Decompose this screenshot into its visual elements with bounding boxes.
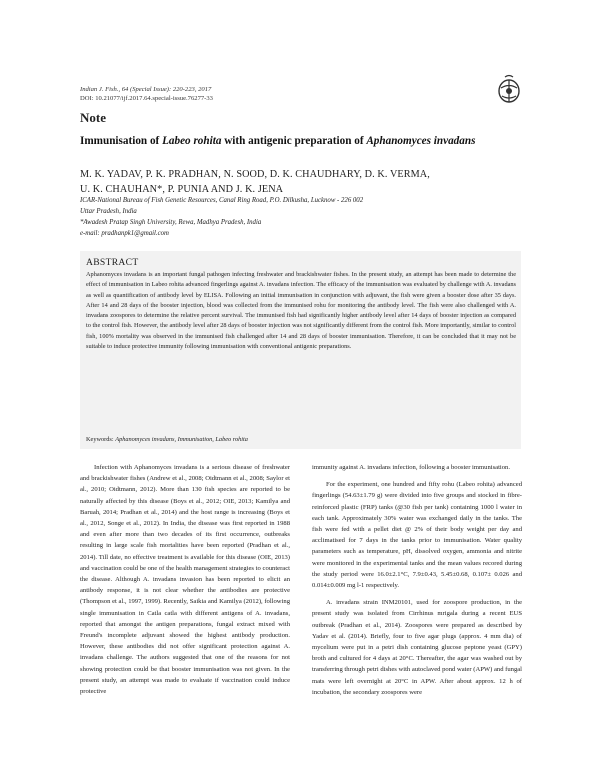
title-pre: Immunisation of (80, 135, 163, 147)
title-mid: with antigenic preparation of (221, 135, 367, 147)
paragraph: A. invadans strain INM20101, used for zoospore production, in the present study was isolated from Cirrhinus mrigala during a recent EUS outbreak (Pradhan et al., 2014). Zoospores were prepared as described by Yadav et al. (2014). Briefly, four to five agar plugs (approx. 4 mm dia) of mycelium were put in a petri dish containing glucose peptone yeast (GPY) broth and cultured for 4 days at 20°C. Thereafter, the agar was washed out by transferring through petri dishes with autoclaved pond water (APW) and fungal mats were left overnight at 20°C in APW. After about approx. 12 h of incubation, the secondary zoospores were (312, 599, 522, 696)
journal-citation: Indian J. Fish., 64 (Special Issue): 220-223, 2017 (80, 86, 212, 93)
section-label: Note (80, 110, 106, 125)
body-column-right (312, 462, 522, 698)
authors-line-2: U. K. CHAUHAN*, P. PUNIA AND J. K. JENA (80, 184, 284, 195)
body-column-left (80, 462, 290, 697)
affiliations (80, 195, 520, 239)
keywords-list: Aphanomyces invadans, Immunisation, Labeo rohita (115, 436, 248, 443)
paper-title (80, 135, 540, 147)
paragraph: immunity against A. invadans infection, following a booster immunisation. (312, 464, 510, 471)
affiliation-3: *Awadesh Pratap Singh University, Rewa, Madhya Pradesh, India (80, 219, 262, 226)
title-pathogen: Aphanomyces invadans (366, 135, 476, 147)
contact-email: e-mail: pradhanpk1@gmail.com (80, 230, 169, 237)
authors-line-1: M. K. YADAV, P. K. PRADHAN, N. SOOD, D. K. CHAUDHARY, D. K. VERMA, (80, 169, 430, 180)
affiliation-1: ICAR-National Bureau of Fish Genetic Resources, Canal Ring Road, P.O. Dilkusha, Lucknow - 226 002 (80, 197, 364, 204)
author-list (80, 167, 520, 197)
paragraph: Infection with Aphanomyces invadans is a serious disease of freshwater and brackishwater fishes (Andrew et al., 2008; Oidtmann et al., 2008; Saylor et al., 2010; Oidtmann, 2012). More than 130 fish species are reported to be naturally affected by this disease (Boys et al., 2012; OIE, 2013; Kamilya and Baruah, 2014; Pradhan et al., 2014) and the host range is increasing (Boys et al., 2012, Songe et al., 2012). In India, the disease was first reported in 1988 and even after more than two decades of its first occurrence, outbreaks resulting in large scale fish mortalities have been reported (Pradhan et al., 2014). Till date, no effective treatment is available for this disease (OIE, 2013) and vaccination could be one of the health management strategies to counteract the disease. Although A. invadans invasion has been reported to elicit an antibody response, it is not clear whether the antibodies are protective (Thompson et al., 1997, 1999). Recently, Saikia and Kamilya (2012), following single immunisation in Catla catla with different antigens of A. invadans, reported that amongst the antigen preparations, fungal extract mixed with Freund's incomplete adjuvant showed the highest antibody production. However, these antibodies did not offer significant protection against A. invadans challenge. The authors suggested that one of the reasons for not showing protection could be that booster immunisation was not given. In the present study, an attempt was made to evaluate if vaccination could induce protective (80, 464, 290, 696)
institute-emblem-icon (496, 74, 522, 106)
doi-line: DOI: 10.21077/ijf.2017.64.special-issue.76277-33 (80, 95, 213, 102)
title-species: Labeo rohita (162, 135, 222, 147)
abstract-text: Aphanomyces invadans is an important fungal pathogen infecting freshwater and brackishwater fishes. In the present study, an attempt has been made to determine the effect of immunisation in Labeo rohita advanced fingerlings against A. invadans infection. The efficacy of the immunisation was evaluated by challenge with A. invadans as well as quantification of antibody level by ELISA. Following an initial immunisation in conjunction with adjuvant, the fish were given a booster dose after 35 days. After 14 and 28 days of the booster injection, blood was collected from the immunised rohu for monitoring the antibody level. The fish were also challenged with A. invadans zoospores to determine the relative percent survival. The immunised fish had significantly higher antibody level after 14 days of booster injection as compared to the control fish. However, the antibody level after 28 days of booster injection was not significantly different from the control fish. More importantly, similar to control fish, 100% mortality was observed in the immunised fish challenged after 14 and 28 days of booster immunisation. Therefore, it can be concluded that it may not be suitable to induce protective immunity following immunisation with conventional antigenic preparations. (86, 271, 516, 351)
keywords (86, 436, 248, 443)
paragraph: For the experiment, one hundred and fifty rohu (Labeo rohita) advanced fingerlings (54.63±1.79 g) were divided into five groups and stocked in fibre-reinforced plastic (FRP) tanks (@30 fish per tank) containing 1000 l water in each tank. Approximately 30% water was exchanged daily in the tanks. The fish were fed with a pellet diet @ 2% of their body weight per day and acclimatised for 7 days in the tanks prior to immunisation. Water quality parameters such as temperature, pH, dissolved oxygen, ammonia and nitrite were monitored in the experimental tanks and the mean values recored during the study period were 16.0±2.1°C, 7.9±0.43, 5.45±0.68, 0.107± 0.026 and 0.014±0.009 mg l-1 respectively. (312, 481, 522, 590)
abstract-heading: ABSTRACT (86, 257, 139, 268)
keywords-label: Keywords: (86, 436, 116, 443)
affiliation-2: Uttar Pradesh, India (80, 208, 137, 215)
